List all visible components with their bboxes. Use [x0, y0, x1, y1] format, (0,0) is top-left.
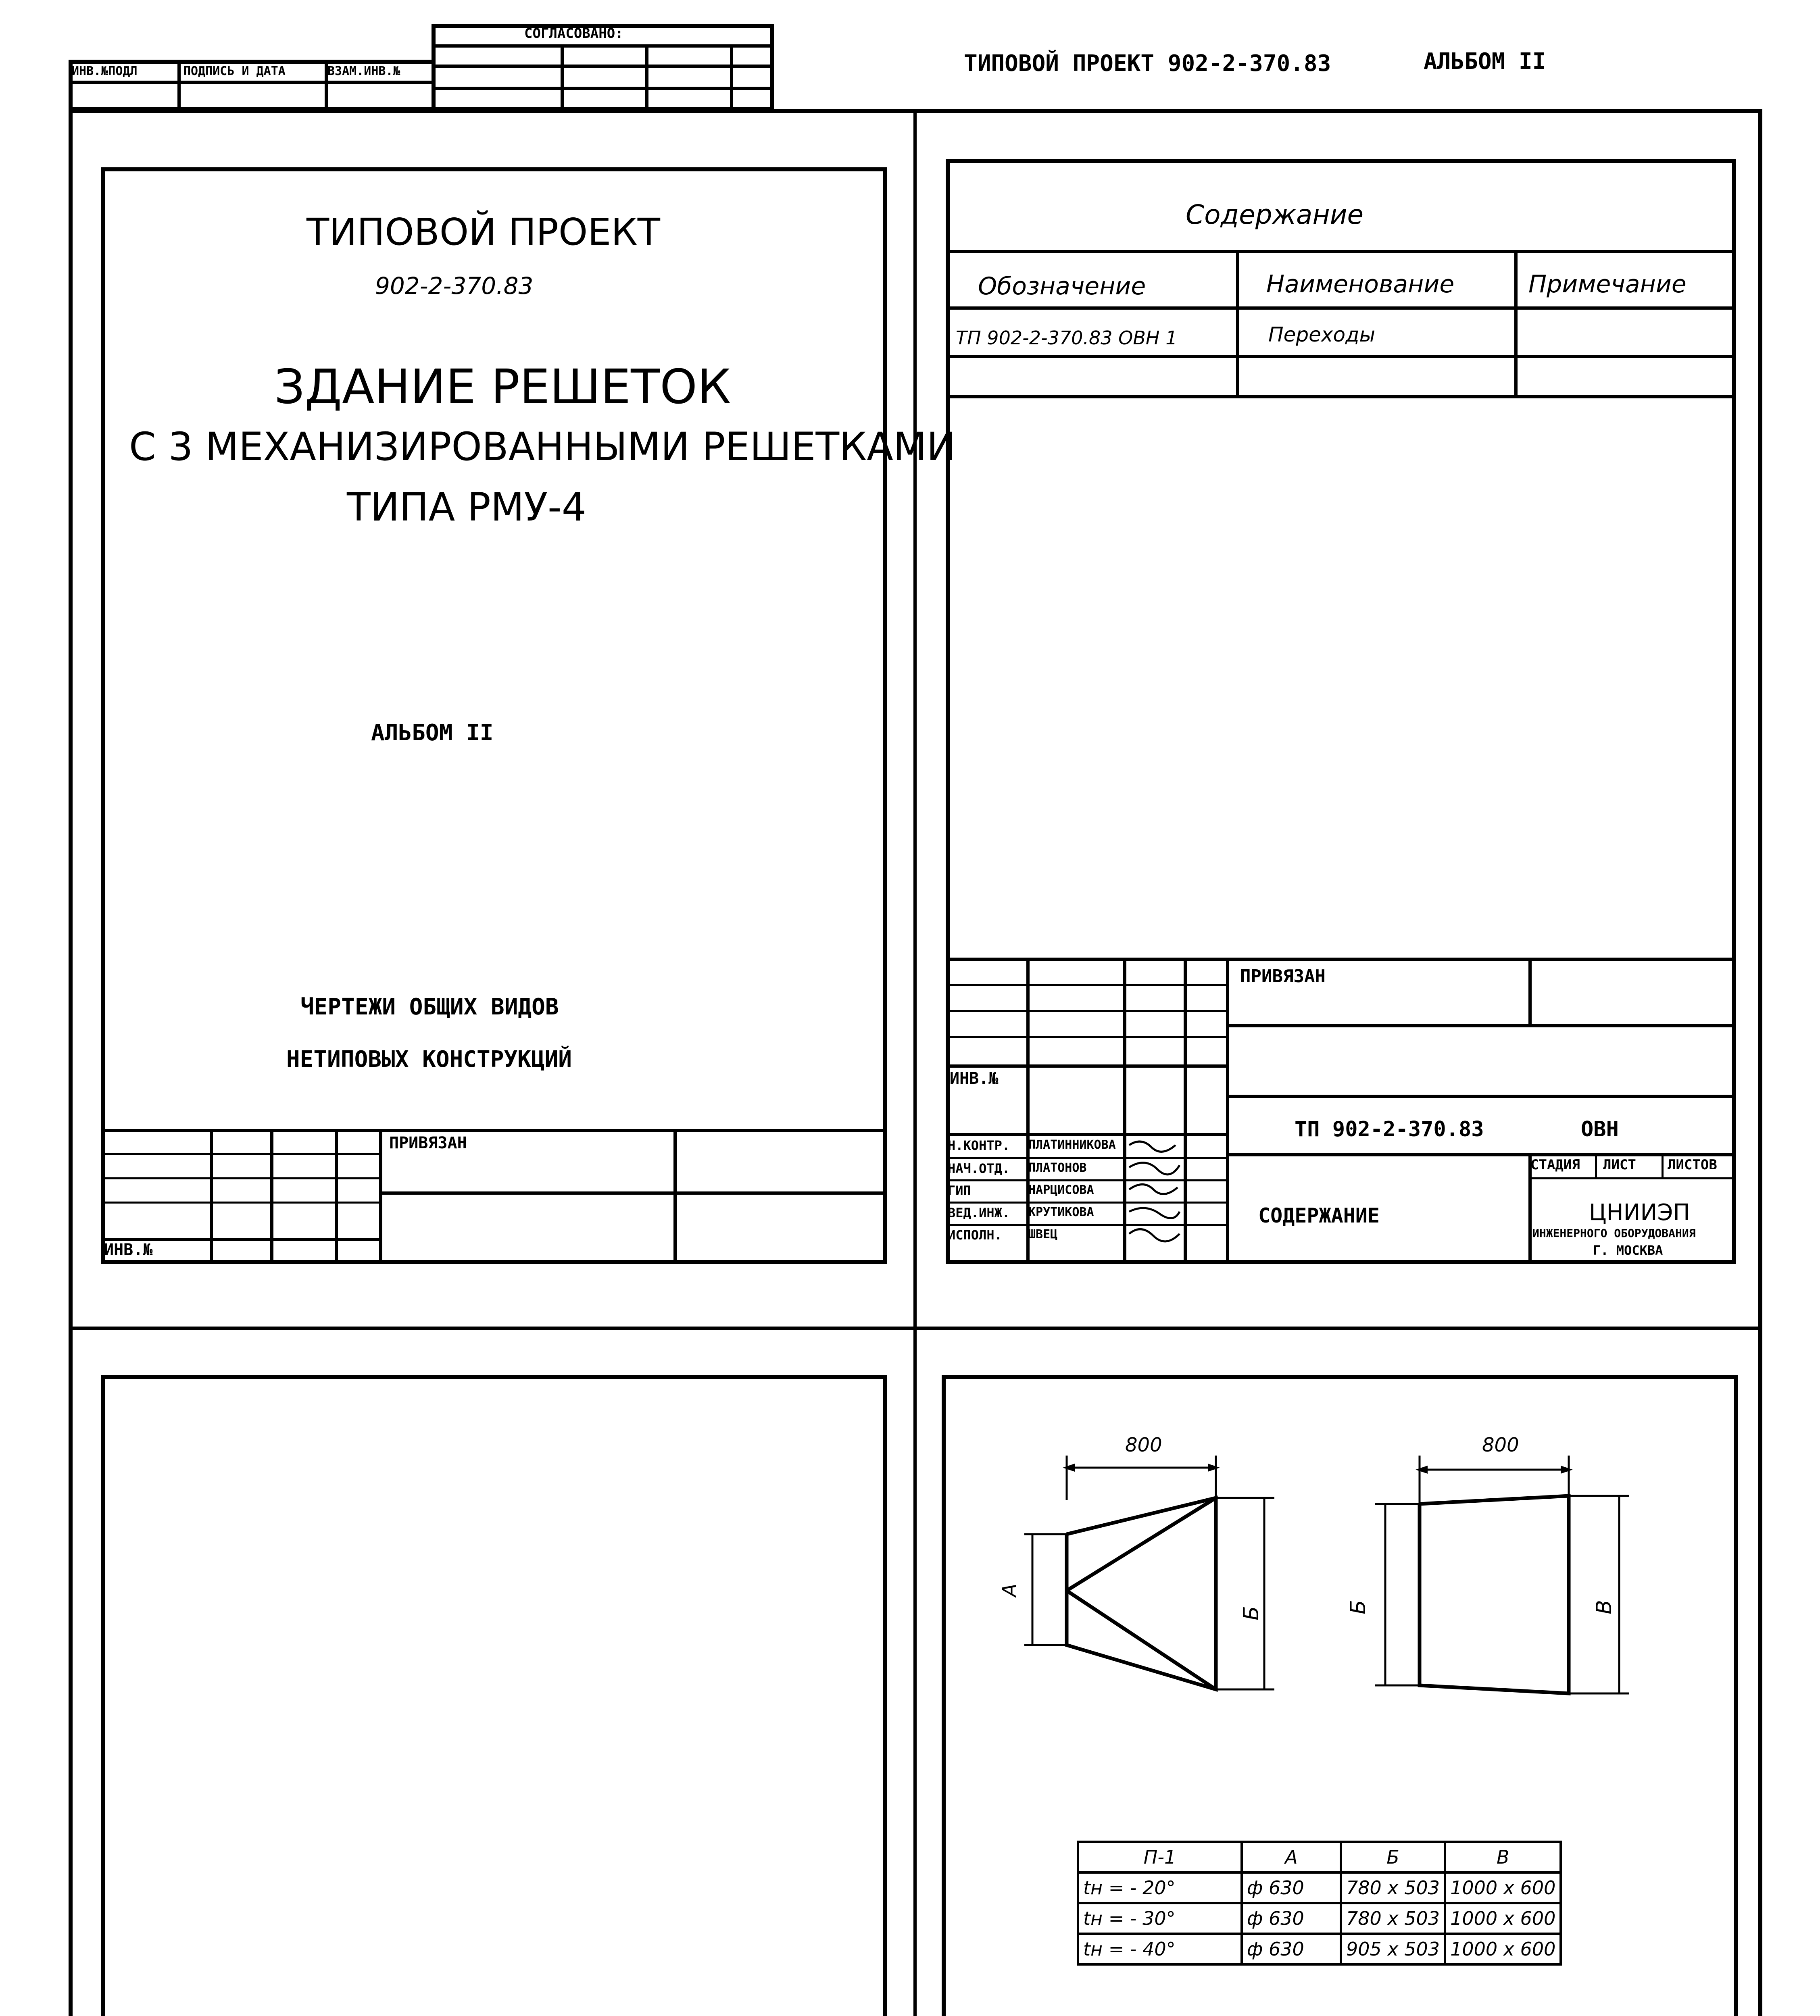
cover-desc-line1: ЧЕРТЕЖИ ОБЩИХ ВИДОВ: [300, 994, 559, 1020]
stamp1-stage-label: СТАДИЯ: [1530, 1157, 1580, 1173]
cover-privyazan: ПРИВЯЗАН: [389, 1134, 467, 1152]
cover-number: 902-2-370.83: [375, 272, 534, 300]
stamp1-name-0: ПЛАТИННИКОВА: [1028, 1138, 1116, 1152]
stamp1-sheet-title: СОДЕРЖАНИЕ: [1258, 1204, 1380, 1227]
stamp1-city: Г. МОСКВА: [1593, 1243, 1663, 1258]
spec-header-v: В: [1445, 1842, 1561, 1872]
stamp1-role-4: ИСПОЛН.: [948, 1227, 1002, 1243]
spec-table: [1077, 1841, 1562, 1966]
table-row: [1078, 1934, 1561, 1964]
dim-left-800: 800: [1125, 1434, 1162, 1456]
stamp1-name-2: НАРЦИСОВА: [1028, 1183, 1094, 1197]
table-row: [1078, 1872, 1561, 1903]
spec-cell: tн = - 30°: [1078, 1903, 1242, 1934]
spec-cell: 1000 х 600: [1445, 1934, 1561, 1964]
spec-cell: 1000 х 600: [1445, 1872, 1561, 1903]
header-project: ТИПОВОЙ ПРОЕКТ 902-2-370.83: [964, 50, 1331, 77]
stamp1-mark: ОВН: [1581, 1117, 1619, 1141]
stamp1-code: ТП 902-2-370.83: [1295, 1117, 1484, 1141]
transition-drawing-left: [1000, 1431, 1290, 1714]
cover-inv: ИНВ.№: [104, 1241, 153, 1259]
label-v: В: [1592, 1600, 1616, 1614]
inv-col-label: ИНВ.№ПОДЛ: [72, 64, 138, 78]
stamp1-name-1: ПЛАТОНОВ: [1028, 1161, 1087, 1175]
spec-cell: ф 630: [1242, 1903, 1341, 1934]
page-vertical-divider: [913, 109, 917, 2016]
stamp1-name-4: ШВЕЦ: [1028, 1227, 1058, 1241]
replace-col-label: ВЗАМ.ИНВ.№: [327, 64, 400, 78]
stamp1-name-3: КРУТИКОВА: [1028, 1205, 1094, 1219]
label-b-left: Б: [1239, 1606, 1263, 1620]
contents-row-designation: ТП 902-2-370.83 ОВН 1: [956, 327, 1178, 349]
label-b-right: Б: [1346, 1600, 1370, 1614]
cover-name-line1: ЗДАНИЕ РЕШЕТОК: [274, 359, 731, 414]
dim-right-800: 800: [1482, 1434, 1519, 1456]
stamp1-privyazan: ПРИВЯЗАН: [1240, 966, 1326, 987]
spec-cell: 905 х 503: [1341, 1934, 1445, 1964]
spec-cell: ф 630: [1242, 1934, 1341, 1964]
stamp1-org-sub: ИНЖЕНЕРНОГО ОБОРУДОВАНИЯ: [1532, 1227, 1696, 1240]
contents-row-name: Переходы: [1268, 323, 1376, 346]
sign-col-label: ПОДПИСЬ И ДАТА: [183, 64, 286, 78]
stamp1-sheets-label: ЛИСТОВ: [1668, 1157, 1717, 1173]
spec-header-b: Б: [1341, 1842, 1445, 1872]
spec-cell: tн = - 20°: [1078, 1872, 1242, 1903]
cover-name-line2: С 3 МЕХАНИЗИРОВАННЫМИ РЕШЕТКАМИ: [129, 424, 956, 469]
spec-cell: ф 630: [1242, 1872, 1341, 1903]
cover-name-line3: ТИПА РМУ-4: [347, 485, 586, 530]
stamp1-role-3: ВЕД.ИНЖ.: [948, 1205, 1010, 1220]
spec-cell: 1000 х 600: [1445, 1903, 1561, 1934]
label-a: А: [998, 1583, 1021, 1597]
spec-header-a: А: [1242, 1842, 1341, 1872]
stamp1-role-1: НАЧ.ОТД.: [948, 1161, 1010, 1176]
spec-cell: tн = - 40°: [1078, 1934, 1242, 1964]
spec-cell: 780 х 503: [1341, 1872, 1445, 1903]
cover-sheet: [101, 167, 887, 1264]
table-row: [1078, 1903, 1561, 1934]
contents-title: Содержание: [1186, 199, 1364, 230]
approval-stamp-title: СОГЛАСОВАНО:: [524, 25, 623, 42]
contents-header-designation: Обозначение: [978, 272, 1146, 300]
stamp1-role-2: ГИП: [948, 1183, 971, 1198]
stamp1-org: ЦНИИЭП: [1589, 1200, 1690, 1226]
cover-album: АЛЬБОМ II: [371, 720, 494, 746]
stamp1-role-0: Н.КОНТР.: [948, 1138, 1010, 1153]
page-horizontal-divider: [69, 1327, 1762, 1330]
spec-header-p1: П-1: [1078, 1842, 1242, 1872]
cover-desc-line2: НЕТИПОВЫХ КОНСТРУКЦИЙ: [286, 1046, 572, 1073]
header-album: АЛЬБОМ II: [1424, 48, 1546, 75]
contents-header-note: Примечание: [1528, 270, 1687, 298]
cover-title: ТИПОВОЙ ПРОЕКТ: [306, 210, 660, 254]
stamp1-signatures: [1125, 1135, 1186, 1256]
contents-header-name: Наименование: [1266, 270, 1455, 298]
spec-cell: 780 х 503: [1341, 1903, 1445, 1934]
blank-sheet: [101, 1375, 887, 2016]
stamp1-inv: ИНВ.№: [950, 1069, 999, 1088]
transition-drawing-right: [1351, 1431, 1641, 1714]
stamp1-sheet-label: ЛИСТ: [1603, 1157, 1636, 1173]
